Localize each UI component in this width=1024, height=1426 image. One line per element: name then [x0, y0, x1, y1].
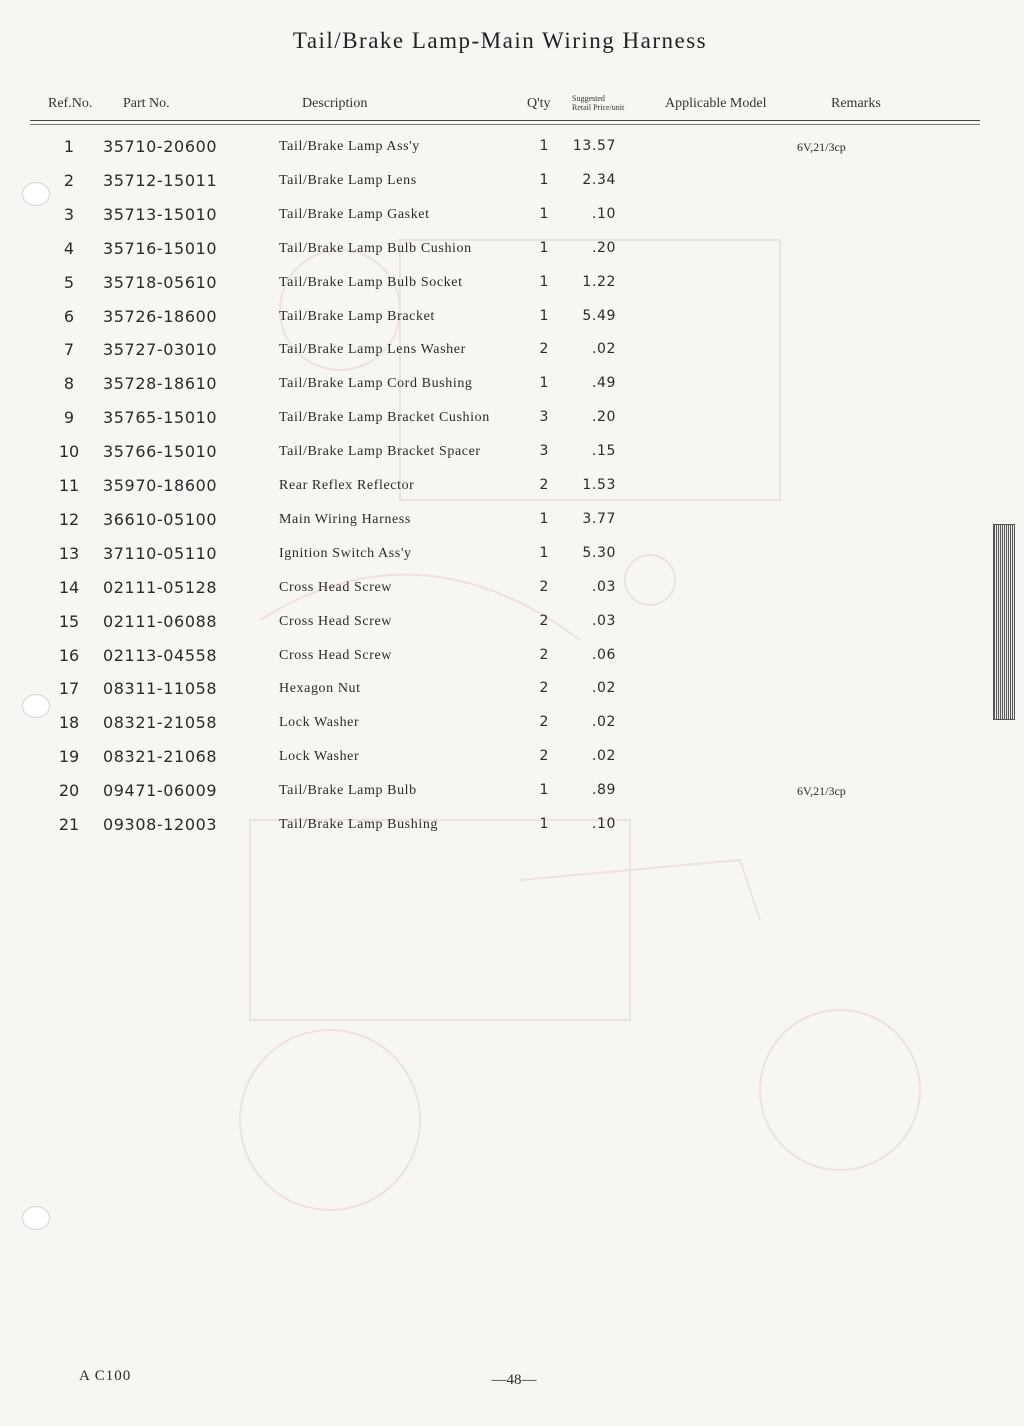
- remarks-cell: 6V,21/3cp: [797, 140, 846, 154]
- table-row: [0, 374, 1000, 408]
- ref-no-cell: 9: [63, 408, 75, 428]
- price-cell: .10: [591, 205, 616, 222]
- qty-cell: 1: [539, 544, 549, 561]
- table-row: [0, 273, 1000, 307]
- header-rule: [30, 120, 980, 121]
- part-no-cell: 35716-15010: [103, 238, 218, 258]
- qty-cell: 2: [539, 477, 549, 493]
- table-row: [0, 646, 1000, 680]
- price-cell: 1.53: [582, 477, 616, 493]
- price-cell: .02: [591, 341, 616, 358]
- remarks-cell: 6V,21/3cp: [797, 784, 846, 799]
- table-row: [0, 747, 1000, 781]
- ref-no-cell: 4: [63, 238, 75, 258]
- qty-cell: 1: [539, 138, 549, 154]
- table-row: [0, 476, 1000, 510]
- table-row: [0, 578, 1000, 612]
- qty-cell: 3: [539, 409, 549, 426]
- part-no-cell: 09471-06009: [103, 781, 218, 801]
- ref-no-cell: 1: [63, 137, 75, 156]
- table-row: [0, 442, 1000, 476]
- part-no-cell: 02113-04558: [103, 645, 218, 665]
- qty-cell: 2: [539, 748, 549, 765]
- part-no-cell: 35712-15011: [103, 170, 218, 190]
- price-cell: .02: [591, 748, 616, 765]
- table-row: [0, 239, 1000, 273]
- qty-cell: 3: [539, 443, 549, 460]
- price-cell: 13.57: [572, 138, 616, 154]
- table-row: [0, 781, 1000, 815]
- header-part-no: Part No.: [123, 96, 170, 111]
- description-cell: Tail/Brake Lamp Bulb Cushion: [279, 240, 472, 256]
- header-description: Description: [302, 96, 368, 111]
- description-cell: Tail/Brake Lamp Bulb Socket: [279, 274, 463, 290]
- description-cell: Cross Head Screw: [279, 579, 393, 595]
- ref-no-cell: 16: [58, 645, 80, 665]
- price-cell: .03: [591, 578, 616, 595]
- price-cell: 5.30: [582, 544, 616, 561]
- footer-model: A C100: [79, 1368, 132, 1384]
- description-cell: Tail/Brake Lamp Bracket Cushion: [279, 410, 490, 426]
- description-cell: Tail/Brake Lamp Bracket Spacer: [279, 444, 481, 460]
- footer-page-number: —48—: [491, 1372, 537, 1388]
- table-row: [0, 612, 1000, 646]
- part-no-cell: 35718-05610: [103, 272, 218, 292]
- ref-no-cell: 3: [63, 204, 75, 224]
- description-cell: Cross Head Screw: [279, 647, 393, 663]
- part-no-cell: 35710-20600: [103, 137, 218, 156]
- page-title: Tail/Brake Lamp-Main Wiring Harness: [292, 28, 708, 53]
- price-cell: .03: [591, 612, 616, 629]
- section-index-tab: [993, 524, 1015, 720]
- description-cell: Tail/Brake Lamp Lens Washer: [279, 342, 466, 358]
- price-cell: .49: [591, 375, 616, 392]
- table-row: [0, 205, 1000, 239]
- description-cell: Main Wiring Harness: [279, 511, 411, 527]
- ref-no-cell: 8: [63, 374, 75, 394]
- description-cell: Tail/Brake Lamp Cord Bushing: [279, 376, 473, 392]
- part-no-cell: 08321-21068: [103, 747, 218, 767]
- header-rule-secondary: [30, 124, 980, 125]
- ref-no-cell: 5: [63, 272, 75, 292]
- description-cell: Ignition Switch Ass'y: [279, 545, 412, 561]
- ref-no-cell: 6: [63, 306, 75, 326]
- price-cell: 5.49: [582, 307, 616, 324]
- ref-no-cell: 10: [58, 442, 80, 462]
- qty-cell: 1: [539, 510, 549, 527]
- price-cell: 1.22: [582, 273, 616, 290]
- qty-cell: 1: [539, 816, 549, 832]
- description-cell: Hexagon Nut: [279, 681, 361, 697]
- part-no-cell: 02111-05128: [103, 577, 218, 597]
- qty-cell: 1: [539, 171, 549, 188]
- price-cell: 3.77: [582, 510, 616, 527]
- table-row: [0, 544, 1000, 578]
- ref-no-cell: 18: [58, 713, 80, 733]
- header-price-line1: Suggested: [572, 94, 605, 103]
- description-cell: Tail/Brake Lamp Bushing: [279, 817, 439, 832]
- qty-cell: 2: [539, 612, 549, 629]
- ref-no-cell: 17: [58, 679, 80, 699]
- part-no-cell: 36610-05100: [103, 509, 218, 529]
- description-cell: Rear Reflex Reflector: [279, 478, 415, 493]
- header-qty: Q'ty: [527, 96, 551, 111]
- table-row: [0, 340, 1000, 374]
- ref-no-cell: 15: [58, 611, 80, 631]
- part-no-cell: 35726-18600: [103, 306, 218, 326]
- header-ref-no: Ref.No.: [48, 96, 93, 111]
- part-no-cell: 08311-11058: [103, 679, 218, 699]
- ref-no-cell: 7: [63, 340, 75, 360]
- qty-cell: 1: [539, 273, 549, 290]
- ref-no-cell: 19: [58, 747, 80, 767]
- qty-cell: 1: [539, 307, 549, 324]
- table-row: [0, 510, 1000, 544]
- part-no-cell: 02111-06088: [103, 611, 218, 631]
- table-row: [0, 137, 1000, 171]
- qty-cell: 2: [539, 680, 549, 697]
- table-row: [0, 815, 1000, 849]
- description-cell: Tail/Brake Lamp Ass'y: [279, 139, 420, 154]
- price-cell: .89: [591, 782, 616, 799]
- ref-no-cell: 12: [58, 509, 80, 529]
- table-row: [0, 679, 1000, 713]
- part-no-cell: 08321-21058: [103, 713, 218, 733]
- part-no-cell: 35728-18610: [103, 374, 218, 394]
- header-applicable-model: Applicable Model: [665, 96, 767, 111]
- ref-no-cell: 11: [58, 476, 80, 495]
- qty-cell: 2: [539, 341, 549, 358]
- price-cell: .02: [591, 714, 616, 731]
- price-cell: 2.34: [582, 171, 616, 188]
- binder-hole: [22, 694, 50, 718]
- ref-no-cell: 21: [58, 815, 80, 834]
- description-cell: Tail/Brake Lamp Bracket: [279, 308, 435, 324]
- part-no-cell: 35727-03010: [103, 340, 218, 360]
- price-cell: .06: [591, 646, 616, 663]
- qty-cell: 2: [539, 578, 549, 595]
- price-cell: .15: [591, 443, 616, 460]
- part-no-cell: 35713-15010: [103, 204, 218, 224]
- ref-no-cell: 14: [58, 577, 80, 597]
- description-cell: Lock Washer: [279, 749, 360, 765]
- ref-no-cell: 20: [58, 781, 80, 801]
- table-row: [0, 307, 1000, 341]
- price-cell: .20: [591, 239, 616, 256]
- qty-cell: 1: [539, 239, 549, 256]
- qty-cell: 1: [539, 375, 549, 392]
- header-remarks: Remarks: [831, 96, 881, 111]
- header-price-line2: Retail Price/unit: [572, 103, 625, 112]
- qty-cell: 2: [539, 646, 549, 663]
- price-cell: .20: [591, 409, 616, 426]
- price-cell: .10: [591, 816, 616, 832]
- binder-hole: [22, 1206, 50, 1230]
- part-no-cell: 37110-05110: [103, 543, 218, 563]
- description-cell: Tail/Brake Lamp Lens: [279, 172, 417, 188]
- table-row: [0, 713, 1000, 747]
- part-no-cell: 35765-15010: [103, 408, 218, 428]
- ref-no-cell: 13: [58, 543, 80, 563]
- part-no-cell: 09308-12003: [103, 815, 218, 834]
- qty-cell: 1: [539, 782, 549, 799]
- part-no-cell: 35970-18600: [103, 476, 218, 495]
- part-no-cell: 35766-15010: [103, 442, 218, 462]
- header-price: [572, 94, 624, 112]
- binder-hole: [22, 182, 50, 206]
- description-cell: Tail/Brake Lamp Gasket: [279, 206, 430, 222]
- price-cell: .02: [591, 680, 616, 697]
- description-cell: Tail/Brake Lamp Bulb: [279, 783, 417, 799]
- qty-cell: 1: [539, 205, 549, 222]
- description-cell: Cross Head Screw: [279, 613, 393, 629]
- ref-no-cell: 2: [63, 170, 75, 190]
- qty-cell: 2: [539, 714, 549, 731]
- description-cell: Lock Washer: [279, 715, 360, 731]
- table-row: [0, 408, 1000, 442]
- table-row: [0, 171, 1000, 205]
